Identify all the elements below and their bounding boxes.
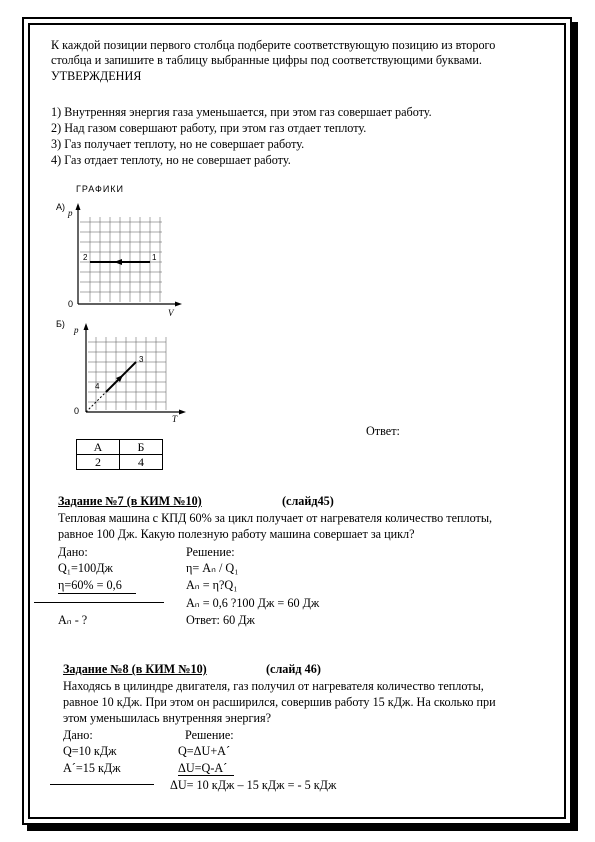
task8-given-label: Дано: [63, 728, 93, 742]
task8-solution-label: Решение: [185, 728, 234, 742]
graph-b-x-label: T [172, 414, 178, 422]
task8-solution-1: Q=ΔU+A´ [178, 744, 231, 758]
answer-header-b: Б [120, 440, 163, 455]
task7-answer: Ответ: 60 Дж [186, 613, 255, 627]
answer-header-a: А [77, 440, 120, 455]
graphs-title: ГРАФИКИ [76, 184, 125, 194]
task7-solution-1: η= Aₙ / Q₁ [186, 561, 239, 575]
answer-value-b: 4 [120, 455, 163, 470]
task7-given-underline [58, 593, 136, 594]
task8-text-2: равное 10 кДж. При этом он расширился, совершив работу 15 кДж. На сколько при [63, 695, 496, 709]
task8-given-2: A´=15 кДж [63, 761, 121, 775]
graph-b-grid [88, 337, 166, 410]
graph-a-point-end: 2 [83, 253, 88, 262]
statement-1: 1) Внутренняя энергия газа уменьшается, при этом газ совершает работу. [51, 105, 432, 119]
task7-title: Задание №7 (в КИМ №10) [58, 494, 202, 508]
task7-solution-label: Решение: [186, 545, 235, 559]
task8-separator-line [50, 784, 154, 785]
graph-a-point-start: 1 [152, 253, 157, 262]
graphs-figure [50, 192, 200, 422]
graph-a-y-label: p [68, 208, 73, 218]
graph-b-y-label: p [74, 325, 79, 335]
task8-text-1: Находясь в цилиндре двигателя, газ получил от нагревателя количество теплоты, [63, 679, 484, 693]
statement-3: 3) Газ получает теплоту, но не совершает работу. [51, 137, 305, 151]
task8-text-3: этом уменьшилась внутренняя энергия? [63, 711, 272, 725]
graph-a-x-label: V [168, 308, 174, 318]
statement-2: 2) Над газом совершают работу, при этом газ отдает теплоту. [51, 121, 367, 135]
answer-table [76, 439, 163, 470]
task7-separator-line [34, 602, 164, 603]
graph-b-label: Б) [56, 319, 65, 329]
task8-solution-underline [178, 775, 234, 776]
task8-solution-3: ΔU= 10 кДж – 15 кДж = - 5 кДж [170, 778, 337, 792]
frame-shadow-bottom [27, 825, 578, 831]
task8-title: Задание №8 (в КИМ №10) [63, 662, 207, 676]
graph-b-point-end: 4 [95, 382, 100, 391]
task7-given-2: η=60% = 0,6 [58, 578, 122, 592]
task8-given-1: Q=10 кДж [63, 744, 117, 758]
graph-b-point-start: 3 [139, 355, 144, 364]
task7-text-1: Тепловая машина с КПД 60% за цикл получает от нагревателя количество теплоты, [58, 511, 493, 525]
task7-solution-2: Aₙ = η?Q₁ [186, 578, 238, 592]
task8-slide: (слайд 46) [266, 662, 321, 676]
task8-solution-2: ΔU=Q-A´ [178, 761, 228, 775]
task7-find: Aₙ - ? [58, 613, 88, 627]
task7-solution-3: Aₙ = 0,6 ?100 Дж = 60 Дж [186, 596, 320, 610]
graph-a-label: А) [56, 202, 65, 212]
intro-line-1: К каждой позиции первого столбца подберите соответствующую позицию из второго [51, 38, 496, 52]
graph-a-arrow [114, 259, 122, 265]
answer-table-header-row [77, 440, 163, 455]
task7-given-label: Дано: [58, 545, 88, 559]
task7-given-1: Q₁=100Дж [58, 561, 113, 575]
task7-text-2: равное 100 Дж. Какую полезную работу машина совершает за цикл? [58, 527, 415, 541]
answer-value-a: 2 [77, 455, 120, 470]
answer-label: Ответ: [366, 424, 400, 438]
graph-b-origin: 0 [74, 406, 80, 416]
frame-shadow-right [572, 22, 578, 830]
answer-table-value-row [77, 455, 163, 470]
task7-slide: (слайд45) [282, 494, 334, 508]
statements-heading: УТВЕРЖДЕНИЯ [51, 69, 142, 83]
statement-4: 4) Газ отдает теплоту, но не совершает работу. [51, 153, 291, 167]
intro-line-2: столбца и запишите в таблицу выбранные цифры под соответствующими буквами. [51, 53, 482, 67]
graph-a-origin: 0 [68, 299, 74, 309]
